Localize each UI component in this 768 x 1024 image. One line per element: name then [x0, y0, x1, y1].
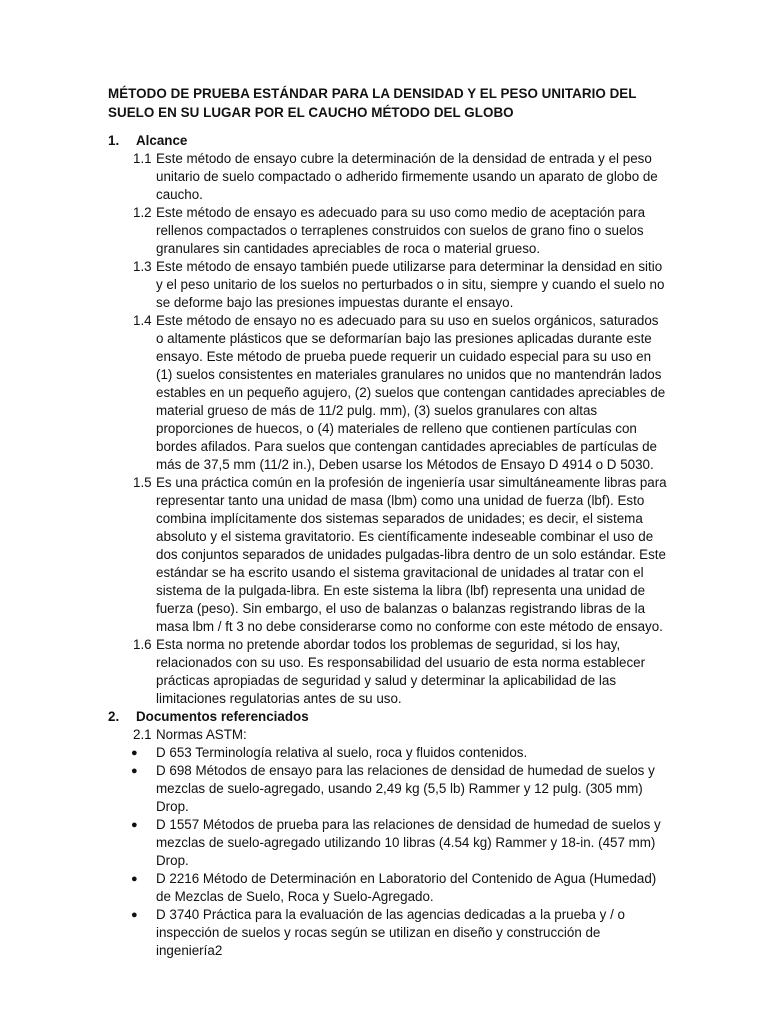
reference-text: D 653 Terminología relativa al suelo, roca y fluidos contenidos. — [156, 745, 528, 760]
reference-text: D 698 Métodos de ensayo para las relaciones de densidad de humedad de suelos y mezclas de suelo-agregado, usando 2,49 kg (5,5 lb) Rammer y 12 pulg. (305 mm) Drop. — [156, 763, 655, 814]
document-title: MÉTODO DE PRUEBA ESTÁNDAR PARA LA DENSIDAD Y EL PESO UNITARIO DEL SUELO EN SU LUGAR POR EL CAUCHO MÉTODO DEL GLOBO — [108, 86, 637, 120]
section-documentos-referenciados — [108, 708, 668, 726]
clause-1-3 — [133, 258, 668, 312]
reference-text: D 2216 Método de Determinación en Laboratorio del Contenido de Agua (Humedad) de Mezclas de Suelo, Roca y Suelo-Agregado. — [156, 871, 657, 904]
clause-1-5 — [133, 474, 668, 636]
reference-list-item — [131, 762, 668, 816]
section-alcance — [108, 132, 668, 150]
clause-1-6 — [133, 636, 668, 708]
section-number: 1. — [108, 133, 120, 148]
clause-number: 2.1 — [133, 727, 152, 742]
reference-list-item — [131, 870, 668, 906]
section-heading: Documentos referenciados — [136, 709, 309, 724]
bullet-icon: ● — [131, 909, 138, 921]
bullet-icon: ● — [131, 765, 138, 777]
reference-list-item — [131, 816, 668, 870]
clause-number: 1.4 — [133, 313, 152, 328]
clause-text: Este método de ensayo no es adecuado para su uso en suelos orgánicos, saturados o altamente plásticos que se deformarían bajo las presiones aplicadas durante este ensayo. Este método de prueba puede requerir un cuidado especial para su uso en (1) suelos consistentes en materiales granulares no unidos que no mantendrán lados estables en un pequeño agujero, (2) suelos que contengan cantidades apreciables de material grueso de más de 11/2 pulg. mm), (3) suelos granulares con altas proporciones de huecos, o (4) materiales de relleno que contienen partículas con bordes afilados. Para suelos que contengan cantidades apreciables de partículas de más de 37,5 mm (11/2 in.), Deben usarse los Métodos de Ensayo D 4914 o D 5030. — [156, 313, 666, 472]
clause-1-1 — [133, 150, 668, 204]
reference-text: D 3740 Práctica para la evaluación de las agencias dedicadas a la prueba y / o inspección de suelos y rocas según se utilizan en diseño y construcción de ingeniería2 — [156, 907, 625, 958]
section-number: 2. — [108, 709, 120, 724]
bullet-icon: ● — [131, 873, 138, 885]
clause-text: Este método de ensayo cubre la determinación de la densidad de entrada y el peso unitario de suelo compactado o adherido firmemente usando un aparato de globo de caucho. — [156, 151, 658, 202]
clause-text: Es una práctica común en la profesión de ingeniería usar simultáneamente libras para representar tanto una unidad de masa (lbm) como una unidad de fuerza (lbf). Esto combina implícitamente dos sistemas separados de unidades; es decir, el sistema absoluto y el sistema gravitatorio. Es científicamente indeseable combinar el uso de dos conjuntos separados de unidades pulgadas-libra dentro de un solo estándar. Este estándar se ha escrito usando el sistema gravitacional de unidades al tratar con el sistema de la pulgada-libra. En este sistema la libra (lbf) representa una unidad de fuerza (peso). Sin embargo, el uso de balanzas o balanzas registrando libras de la masa lbm / ft 3 no debe considerarse como no conforme con este método de ensayo. — [156, 475, 667, 634]
clause-1-4 — [133, 312, 668, 474]
section-heading: Alcance — [136, 133, 188, 148]
clause-number: 1.6 — [133, 637, 152, 652]
reference-list-item — [131, 744, 668, 762]
clause-number: 1.3 — [133, 259, 152, 274]
reference-list-item — [131, 906, 668, 960]
clause-number: 1.2 — [133, 205, 152, 220]
clause-number: 1.5 — [133, 475, 152, 490]
clause-text: Normas ASTM: — [156, 727, 247, 742]
reference-text: D 1557 Métodos de prueba para las relaciones de densidad de humedad de suelos y mezclas de suelo-agregado utilizando 10 libras (4.54 kg) Rammer y 18-in. (457 mm) Drop. — [156, 817, 661, 868]
bullet-icon: ● — [131, 819, 138, 831]
clause-number: 1.1 — [133, 151, 152, 166]
clause-text: Este método de ensayo es adecuado para su uso como medio de aceptación para rellenos compactados o terraplenes construidos con suelos de grano fino o suelos granulares sin cantidades apreciables de roca o material grueso. — [156, 205, 646, 256]
clause-1-2 — [133, 204, 668, 258]
clause-text: Este método de ensayo también puede utilizarse para determinar la densidad en sitio y el peso unitario de los suelos no perturbados o in situ, siempre y cuando el suelo no se deforme bajo las presiones impuestas durante el ensayo. — [156, 259, 665, 310]
bullet-icon: ● — [131, 747, 138, 759]
clause-text: Esta norma no pretende abordar todos los problemas de seguridad, si los hay, relacionados con su uso. Es responsabilidad del usuario de esta norma establecer prácticas apropiadas de seguridad y salud y determinar la aplicabilidad de las limitaciones regulatorias antes de su uso. — [156, 637, 646, 706]
clause-2-1 — [133, 726, 668, 744]
